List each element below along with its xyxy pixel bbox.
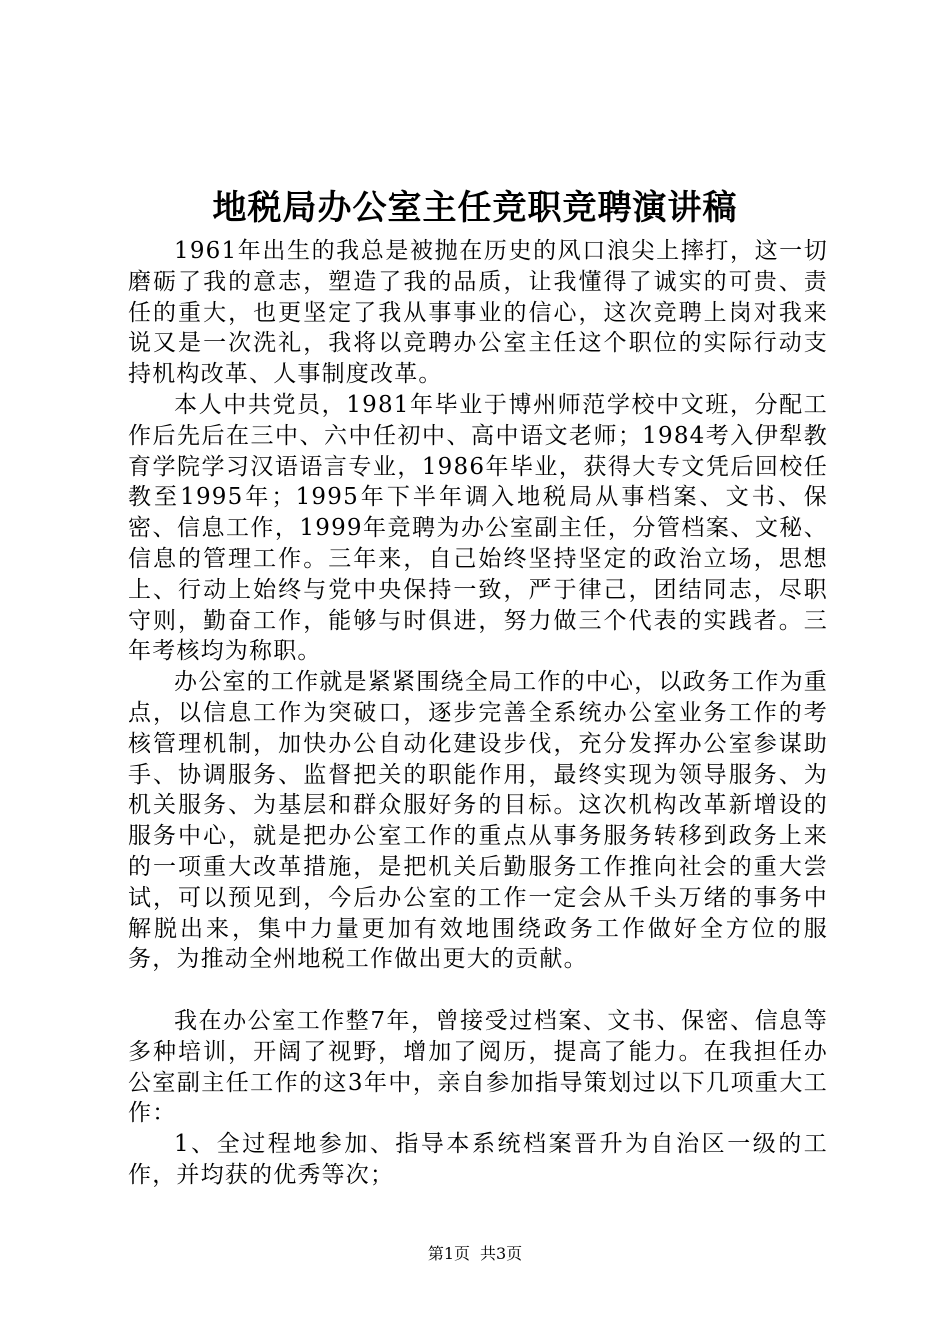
paragraph-background: 本人中共党员，1981年毕业于博州师范学校中文班，分配工作后先后在三中、六中任初中、高中语文老师；1984考入伊犁教育学院学习汉语语言专业，1986年毕业，获得大专文凭后回校任教至1995年；1995年下半年调入地税局从事档案、文书、保密、信息工作，1999年竞聘为办公室副主任，分管档案、文秘、信息的管理工作。三年来，自己始终坚持坚定的政治立场，思想上、行动上始终与党中央保持一致，严于律己，团结同志，尽职守则，勤奋工作，能够与时俱进，努力做三个代表的实践者。三年考核均为称职。 (128, 391, 828, 665)
page-number: 第1页 (427, 1244, 470, 1263)
page-footer (0, 1244, 950, 1264)
document-title: 地税局办公室主任竞职竞聘演讲稿 (212, 188, 738, 228)
paragraph-list-item-1: 1、全过程地参加、指导本系统档案晋升为自治区一级的工作，并均获的优秀等次； (128, 1131, 828, 1188)
paragraph-office-work: 办公室的工作就是紧紧围绕全局工作的中心，以政务工作为重点，以信息工作为突破口，逐步完善全系统办公室业务工作的考核管理机制，加快办公自动化建设步伐，充分发挥办公室参谋助手、协调服务、监督把关的职能作用，最终实现为领导服务、为机关服务、为基层和群众服好务的目标。这次机构改革新增设的服务中心，就是把办公室工作的重点从事务服务转移到政务上来的一项重大改革措施，是把机关后勤服务工作推向社会的重大尝试，可以预见到，今后办公室的工作一定会从千头万绪的事务中解脱出来，集中力量更加有效地围绕政务工作做好全方位的服务，为推动全州地税工作做出更大的贡献。 (128, 669, 828, 973)
document-body (128, 236, 828, 1191)
paragraph-experience: 我在办公室工作整7年，曾接受过档案、文书、保密、信息等多种培训，开阔了视野，增加了阅历，提高了能力。在我担任办公室副主任工作的这3年中，亲自参加指导策划过以下几项重大工作： (128, 1007, 828, 1127)
page-total: 共3页 (480, 1244, 523, 1263)
paragraph-intro: 1961年出生的我总是被抛在历史的风口浪尖上摔打，这一切磨砺了我的意志，塑造了我的品质，让我懂得了诚实的可贵、责任的重大，也更坚定了我从事事业的信心，这次竞聘上岗对我来说又是一次洗礼，我将以竞聘办公室主任这个职位的实际行动支持机构改革、人事制度改革。 (128, 238, 828, 388)
